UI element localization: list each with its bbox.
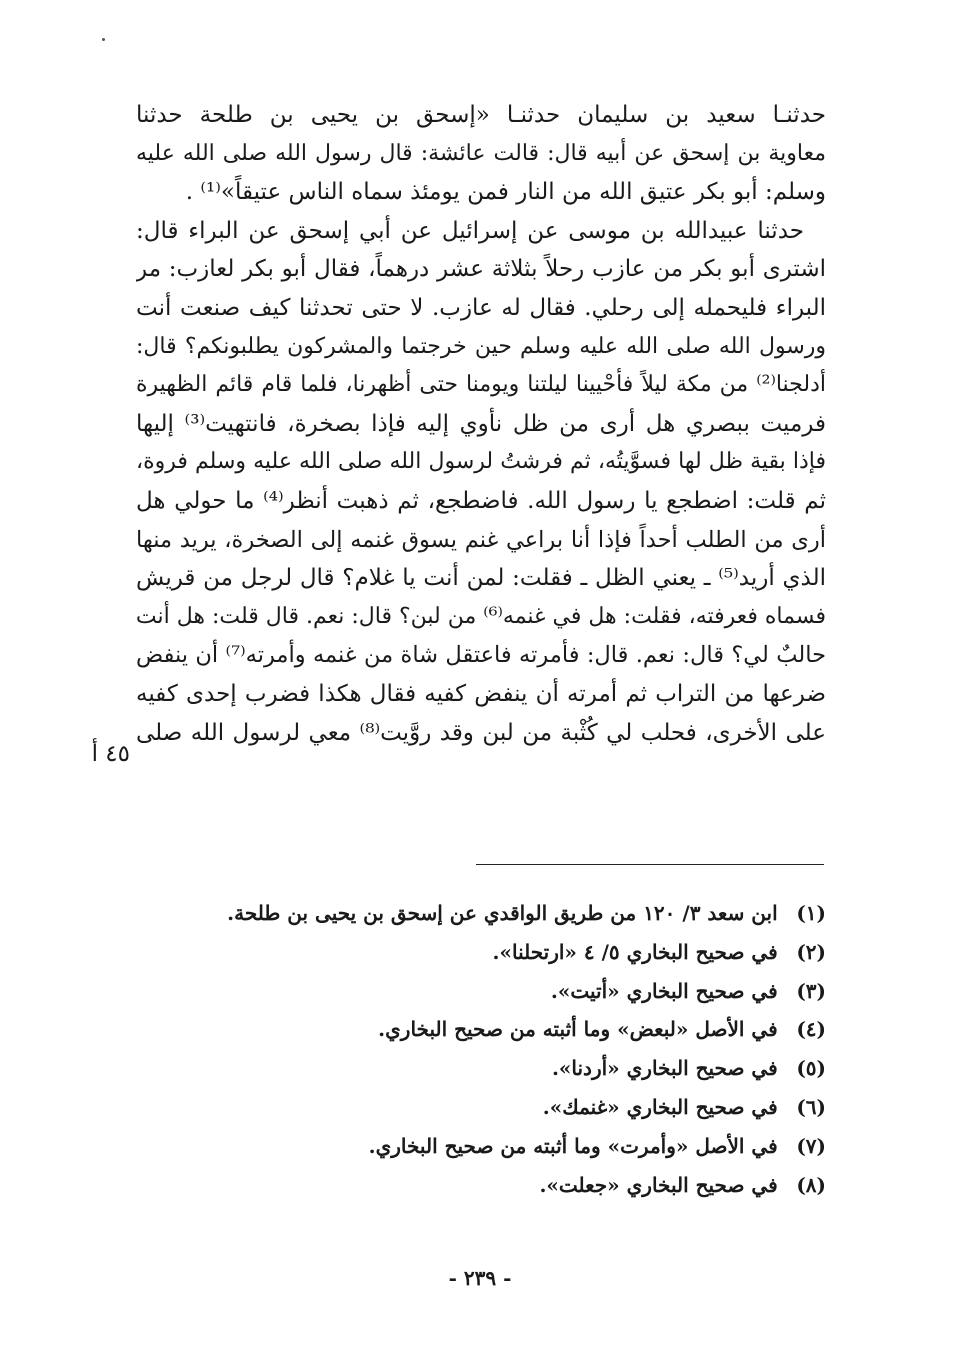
footnote-text: في الأصل «لبعض» وما أثبته من صحيح البخاري. [378, 1017, 778, 1042]
footnote-number: (٥) [796, 1056, 826, 1081]
main-text [136, 96, 826, 752]
text-line: معاوية بن إسحق عن أبيه قال: قالت عائشة: قال رسول الله صلى الله عليه [136, 140, 826, 166]
text-line: اشترى أبو بكر من عازب رحلاً بثلاثة عشر درهماً، فقال أبو بكر لعازب: مر [136, 256, 826, 283]
footnote-text: في صحيح البخاري ٥/ ٤ «ارتحلنا». [492, 939, 778, 964]
text-line: حالبٌ لي؟ قال: نعم. قال: فأمرته فاعتقل شاة من غنمه وأمرته⁽⁷⁾ أن ينفض [136, 642, 826, 669]
footnote [200, 972, 826, 1011]
footnote [200, 933, 826, 972]
text-line: ضرعها من التراب ثم أمرته أن ينفض كفيه فقال هكذا فضرب إحدى كفيه [136, 680, 826, 707]
text-line: الذي أريد⁽⁵⁾ ـ يعني الظل ـ فقلت: لمن أنت يا غلام؟ قال لرجل من قريش [136, 565, 826, 592]
footnote [200, 1049, 826, 1088]
footnote-text: في صحيح البخاري «أردنا». [551, 1056, 778, 1081]
footnote-text: في صحيح البخاري «أتيت». [550, 978, 778, 1003]
footnote-text: في الأصل «وأمرت» وما أثبته من صحيح البخاري. [368, 1133, 778, 1158]
text-line: فرميت ببصري هل أرى من ظل نأوي إليه فإذا بصخرة، فانتهيت⁽³⁾ إليها [136, 410, 826, 437]
footnotes [200, 894, 826, 1204]
text-line: ورسول الله صلى الله عليه وسلم حين خرجتما والمشركون يطلبونكم؟ قال: [136, 333, 826, 359]
footnote [200, 1166, 826, 1205]
footnote-number: (٦) [796, 1094, 826, 1119]
text-line: فإذا بقية ظل لها فسوَّيتُه، ثم فرشتُ لرسول الله صلى الله عليه وسلم فروة، [136, 449, 826, 475]
footnote-number: (١) [796, 901, 826, 925]
text-line: ثم قلت: اضطجع يا رسول الله. فاضطجع، ثم ذهبت أنظر⁽⁴⁾ ما حولي هل [136, 487, 826, 514]
footnote-text: في صحيح البخاري «جعلت». [539, 1172, 778, 1197]
footnote-text: في صحيح البخاري «غنمك». [542, 1094, 778, 1119]
footnote [200, 1088, 826, 1127]
text-line: وسلم: أبو بكر عتيق الله من النار فمن يومئذ سماه الناس عتيقاً»⁽¹⁾ . [185, 179, 826, 206]
page-number: - ٢٣٩ - [448, 1266, 512, 1290]
footnote-text: ابن سعد ٣/ ١٢٠ من طريق الواقدي عن إسحق بن يحيى بن طلحة. [227, 901, 778, 925]
manuscript-folio-marker: ٤٥ أ [91, 741, 130, 767]
footnote-number: (٤) [796, 1017, 826, 1042]
text-line: حدثنا عبيدالله بن موسى عن إسرائيل عن أبي إسحق عن البراء قال: [136, 217, 804, 244]
text-line: أدلجنا⁽²⁾ من مكة ليلاً فأحْيينا ليلتنا ويومنا حتى أظهرنا، فلما قام قائم الظهيرة [136, 372, 826, 398]
footnote-separator [476, 864, 824, 865]
footnote [200, 894, 826, 933]
footnote-number: (٧) [796, 1133, 826, 1158]
text-line: أرى من الطلب أحداً فإذا أنا براعي غنم يسوق غنمه إلى الصخرة، يريد منها [136, 526, 826, 553]
scan-speck [102, 38, 105, 41]
text-line: البراء فليحمله إلى رحلي. فقال له عازب. لا حتى تحدثنا كيف صنعت أنت [136, 294, 826, 321]
text-line: على الأخرى، فحلب لي كُثْبة من لبن وقد روَّيت⁽⁸⁾ معي لرسول الله صلى [136, 719, 826, 746]
footnote-number: (٢) [796, 939, 826, 964]
footnote-number: (٨) [796, 1172, 826, 1197]
text-line: فسماه فعرفته، فقلت: هل في غنمه⁽⁶⁾ من لبن؟ قال: نعم. قال قلت: هل أنت [136, 603, 826, 629]
text-line: حدثنـا سعيد بن سليمان حدثنـا «إسحق بن يحيى بن طلحة حدثنا [136, 102, 826, 128]
footnote [200, 1127, 826, 1166]
footnote-number: (٣) [796, 978, 826, 1003]
footnote [200, 1010, 826, 1049]
